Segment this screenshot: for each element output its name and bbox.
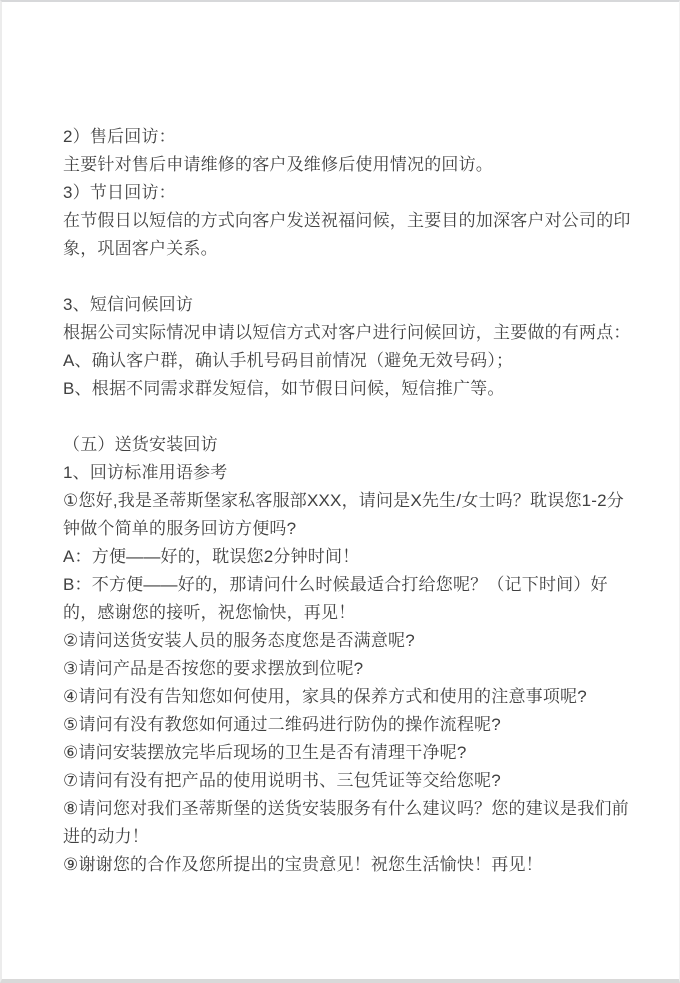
para-script-item-3: ③请问产品是否按您的要求摆放到位呢? [63,659,364,678]
para-script-item-4: ④请问有没有告知您如何使用，家具的保养方式和使用的注意事项呢? [63,687,587,706]
para-holiday-callback-desc: 在节假日以短信的方式向客户发送祝福问候，主要目的加深客户对公司的印象，巩固客户关系。 [63,211,631,258]
para-standard-script-heading: 1、回访标准用语参考 [63,463,228,482]
para-sms-greeting-desc: 根据公司实际情况申请以短信方式对客户进行问候回访，主要做的有两点： [63,323,631,342]
para-aftersale-callback-desc: 主要针对售后申请维修的客户及维修后使用情况的回访。 [63,155,493,174]
document-body [63,123,639,879]
para-script-item-8: ⑧请问您对我们圣蒂斯堡的送货安装服务有什么建议吗？您的建议是我们前进的动力！ [63,799,629,846]
para-holiday-callback-heading: 3）节日回访： [63,183,176,202]
para-script-item-9: ⑨谢谢您的合作及您所提出的宝贵意见！祝您生活愉快！再见！ [63,855,543,874]
para-script-item-5: ⑤请问有没有教您如何通过二维码进行防伪的操作流程呢? [63,715,501,734]
para-script-item-1-option-a: A：方便——好的，耽误您2分钟时间！ [63,547,360,566]
para-aftersale-callback-heading: 2）售后回访： [63,127,176,146]
para-script-item-2: ②请问送货安装人员的服务态度您是否满意呢? [63,631,415,650]
para-script-item-1-option-b: B：不方便——好的，那请问什么时候最适合打给您呢？（记下时间）好的，感谢您的接听，祝您愉快，再见！ [63,575,608,622]
para-script-item-7: ⑦请问有没有把产品的使用说明书、三包凭证等交给您呢? [63,771,501,790]
para-script-item-1: ①您好,我是圣蒂斯堡家私客服部XXX，请问是X先生/女士吗？耽误您1-2分钟做个简单的服务回访方便吗? [63,491,625,538]
para-sms-point-b: B、根据不同需求群发短信，如节假日问候，短信推广等。 [63,379,505,398]
para-script-item-6: ⑥请问安装摆放完毕后现场的卫生是否有清理干净呢? [63,743,467,762]
para-sms-greeting-heading: 3、短信问候回访 [63,295,194,314]
para-sms-point-a: A、确认客户群，确认手机号码目前情况（避免无效号码）； [63,351,514,370]
para-delivery-install-heading: （五）送货安装回访 [63,435,218,454]
